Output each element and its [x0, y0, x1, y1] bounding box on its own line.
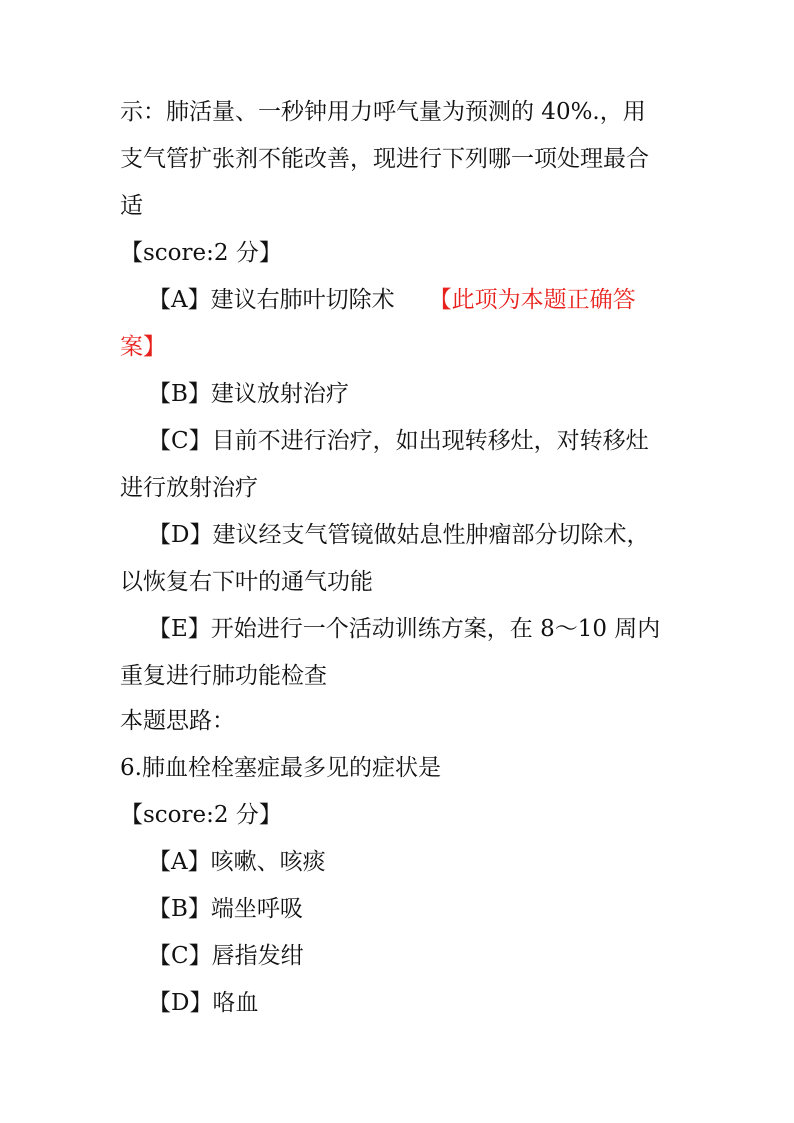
option-b: 【B】建议放射治疗 [148, 381, 349, 407]
option-c-cont: 进行放射治疗 [120, 475, 258, 501]
option-c: 【C】目前不进行治疗，如出现转移灶，对转移灶 [148, 428, 649, 454]
option-c: 【C】唇指发绀 [148, 943, 304, 969]
option-e-cont: 重复进行肺功能检查 [120, 663, 327, 689]
correct-answer-mark-cont: 案】 [120, 334, 166, 360]
option-b: 【B】端坐呼吸 [148, 896, 303, 922]
analysis-label: 本题思路： [120, 708, 235, 734]
option-a [148, 286, 636, 314]
correct-answer-mark: 【此项为本题正确答 [428, 287, 636, 313]
option-a: 【A】咳嗽、咳痰 [148, 849, 326, 875]
question-stem-line: 适 [120, 193, 143, 219]
question-stem-line: 示：肺活量、一秒钟用力呼气量为预测的 40%.，用 [120, 99, 646, 125]
option-d: 【D】建议经支气管镜做姑息性肿瘤部分切除术， [148, 522, 650, 548]
option-d-cont: 以恢复右下叶的通气功能 [120, 569, 373, 595]
score-label: 【score:2 分】 [120, 240, 282, 266]
option-a-text: 【A】建议右肺叶切除术 [148, 287, 395, 313]
option-d: 【D】咯血 [148, 990, 259, 1016]
question-stem-line: 支气管扩张剂不能改善，现进行下列哪一项处理最合 [120, 146, 649, 172]
score-label: 【score:2 分】 [120, 802, 282, 828]
option-e: 【E】开始进行一个活动训练方案，在 8～10 周内 [148, 616, 661, 642]
question-title: 6.肺血栓栓塞症最多见的症状是 [120, 755, 441, 781]
